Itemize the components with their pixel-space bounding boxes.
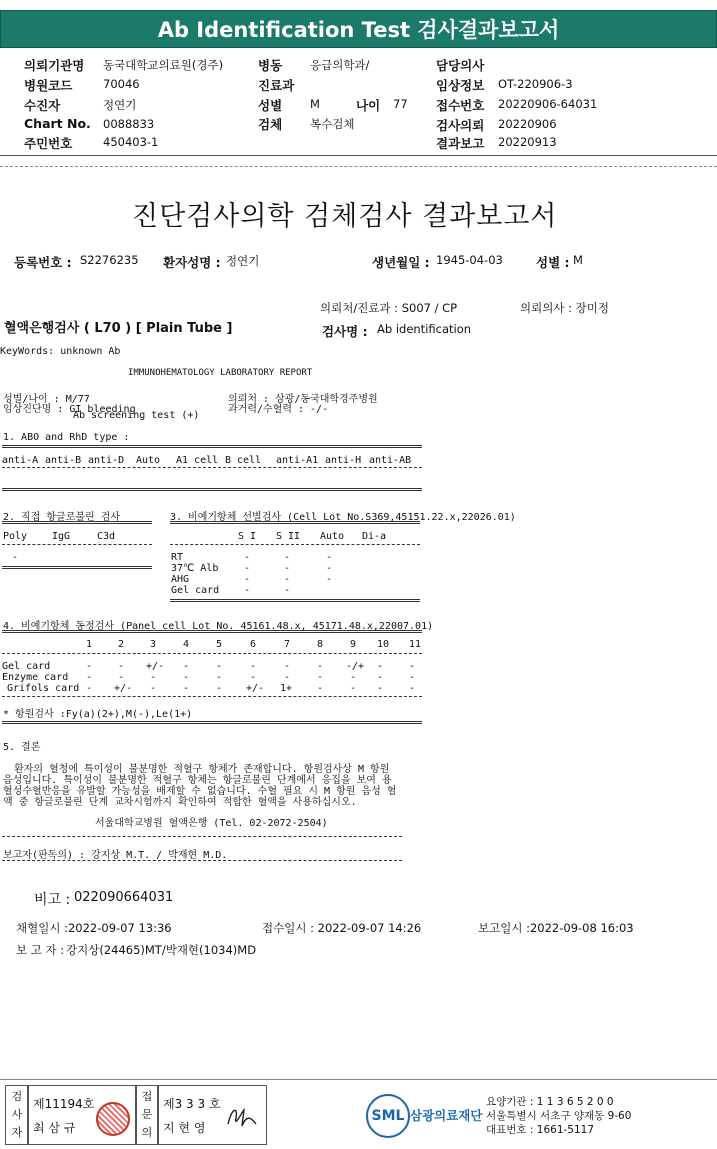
rule: [2, 630, 422, 633]
panel-cell: +/-: [246, 683, 265, 694]
rule: [170, 544, 420, 545]
abo-col: B cell: [225, 455, 262, 466]
test-group: 혈액은행검사 ( L70 ) [ Plain Tube ]: [4, 321, 233, 336]
panel-col: 3: [150, 639, 157, 650]
name-2: 지 현 영: [163, 1121, 206, 1135]
info-label: 의뢰기관명: [24, 58, 85, 73]
screen-cell: -: [284, 574, 291, 585]
screen-cell: -: [284, 563, 291, 574]
panel-cell: -: [350, 683, 357, 694]
name-label: 환자성명 :: [163, 255, 221, 270]
side-label-box: [135, 1085, 159, 1145]
rule: [2, 445, 422, 448]
info-value: 20220913: [498, 135, 557, 149]
patient-line: Ab screening test (+): [73, 410, 200, 421]
antigen: * 항원검사 :Fy(a)(2+),M(-),Le(1+): [3, 709, 193, 720]
panel-cell: +/-: [146, 661, 165, 672]
collect-time: 채혈일시 :2022-09-07 13:36: [16, 921, 172, 935]
panel-cell: -: [216, 672, 223, 683]
panel-cell: +/-: [114, 683, 133, 694]
panel-col: 7: [284, 639, 291, 650]
sml-logo: SML: [366, 1094, 410, 1138]
screen-cell: -: [326, 563, 333, 574]
sex-value: M: [573, 253, 583, 267]
panel-col: 6: [250, 639, 257, 650]
rule: [2, 521, 152, 524]
info-label: 성별: [258, 98, 283, 113]
side-label-box: [5, 1085, 29, 1145]
license-box: [157, 1085, 267, 1145]
org-address: 서울특별시 서초구 양재동 9-60: [486, 1110, 632, 1122]
license-box: [27, 1085, 137, 1145]
org-name: 삼광의료재단: [410, 1108, 483, 1123]
side-char: 의: [141, 1126, 153, 1139]
report-header: Ab Identification Test 검사결과보고서: [0, 10, 717, 48]
abo-col: Auto: [136, 455, 161, 466]
rule: [2, 696, 422, 697]
screen-cell: -: [326, 574, 333, 585]
dat-col: IgG: [52, 531, 71, 542]
conclusion-line: 음성입니다. 특이성이 불분명한 적혈구 항체는 항글로불린 단계에서 응집을 보여 용: [3, 775, 392, 786]
panel-cell: -: [86, 683, 93, 694]
panel-cell: -: [250, 672, 257, 683]
screen-cell: -: [244, 563, 251, 574]
rule: [2, 721, 422, 724]
patient-line: 임상진단명 : GI bleeding: [3, 404, 136, 415]
info-label: 담당의사: [436, 58, 485, 73]
screen-cell: -: [326, 552, 333, 563]
section-screen: 3. 비예기항체 선별검사 (Cell Lot No.S369,45151.22.x,22026.01): [170, 512, 516, 523]
screen-cell: -: [284, 585, 291, 596]
section-conclusion: 5. 결론: [3, 742, 41, 753]
panel-cell: -: [377, 683, 384, 694]
panel-cell: -: [216, 661, 223, 672]
panel-cell: -: [317, 672, 324, 683]
report-time: 보고일시 :2022-09-08 16:03: [478, 921, 634, 935]
rule: [2, 488, 422, 491]
abo-col: anti-A: [2, 455, 39, 466]
screen-col: Auto: [320, 531, 345, 542]
name-value: 정연기: [226, 254, 260, 268]
panel-col: 9: [350, 639, 357, 650]
panel-cell: -: [216, 683, 223, 694]
panel-cell: -: [317, 661, 324, 672]
side-char: 검: [11, 1090, 23, 1103]
conclusion-line: 혈성수혈반응을 유발할 가능성을 배제할 수 없습니다. 수혈 필요 시 M 항원 음성 혈: [3, 786, 397, 797]
blood-bank: 서울대학교병원 혈액은행 (Tel. 02-2072-2504): [95, 818, 328, 829]
screen-col: S II: [276, 531, 301, 542]
abo-col: A1 cell: [176, 455, 219, 466]
dat-value: -: [12, 552, 19, 563]
birth-label: 생년월일 :: [372, 255, 430, 270]
info-label: 진료과: [258, 78, 295, 93]
rule: [2, 544, 152, 545]
panel-col: 10: [377, 639, 390, 650]
panel-col: 2: [118, 639, 125, 650]
info-label: 주민번호: [24, 136, 73, 151]
name-1: 최 삼 규: [33, 1121, 76, 1135]
info-value: 0088833: [103, 117, 155, 131]
rule: [170, 521, 420, 524]
info-label: 임상정보: [436, 78, 485, 93]
info-label: 검체: [258, 117, 283, 132]
info-value: 복수검체: [310, 117, 355, 131]
panel-cell: -/+: [346, 661, 365, 672]
panel-cell: -: [377, 672, 384, 683]
keywords: KeyWords: unknown Ab: [0, 346, 121, 357]
rule: [2, 467, 422, 468]
info-label: 접수번호: [436, 98, 485, 113]
side-char: 접: [141, 1090, 153, 1103]
panel-cell: -: [150, 683, 157, 694]
reg-value: S2276235: [80, 253, 139, 267]
panel-cell: -: [350, 672, 357, 683]
info-label: 수진자: [24, 98, 61, 113]
rule: [2, 860, 402, 861]
panel-cell: -: [183, 683, 190, 694]
license-1: 제11194호: [33, 1097, 95, 1111]
abo-col: anti-AB: [369, 455, 412, 466]
section-dat: 2. 직접 항글로불린 검사: [3, 512, 121, 523]
info-value: 20220906-64031: [498, 97, 598, 111]
panel-row-label: Enzyme card: [2, 672, 69, 683]
panel-cell: -: [317, 683, 324, 694]
side-char: 문: [141, 1108, 153, 1121]
panel-cell: -: [284, 661, 291, 672]
info-label: Chart No.: [24, 116, 91, 131]
panel-col: 4: [183, 639, 190, 650]
panel-col: 1: [86, 639, 93, 650]
test-name: Ab identification: [377, 322, 472, 336]
signature-icon: [224, 1102, 260, 1132]
patient-line: 성별/나이 : M/77: [3, 394, 90, 405]
panel-cell: -: [150, 672, 157, 683]
screen-row-label: Gel card: [171, 585, 220, 596]
sex-label: 성별 :: [536, 255, 570, 270]
screen-row-label: 37℃ Alb: [171, 563, 219, 574]
rule: [2, 566, 152, 569]
panel-cell: -: [409, 661, 416, 672]
side-char: 사: [11, 1108, 23, 1121]
doctor: 의뢰의사 : 장미정: [520, 301, 609, 315]
panel-cell: -: [86, 661, 93, 672]
panel-cell: -: [250, 661, 257, 672]
reporter2-value: 강지상(24465)MT/박재현(1034)MD: [66, 943, 257, 957]
rule: [2, 836, 402, 837]
info-value: OT-220906-3: [498, 77, 573, 91]
dat-col: C3d: [97, 531, 116, 542]
info-label: 결과보고: [436, 136, 485, 151]
report-title: 진단검사의학 검체검사 결과보고서: [132, 201, 558, 232]
section-abo: 1. ABO and RhD type :: [3, 432, 130, 443]
side-char: 자: [11, 1126, 23, 1139]
info-label: 병원코드: [24, 78, 73, 93]
panel-col: 5: [216, 639, 223, 650]
info-value: 70046: [103, 77, 140, 91]
reg-label: 등록번호 :: [14, 255, 72, 270]
footer: [0, 1079, 717, 1149]
remark-label: 비고 :: [34, 892, 71, 908]
rule: [170, 599, 420, 602]
screen-row-label: AHG: [171, 574, 190, 585]
conclusion-line: 액 중 항글로불린 단계 교차시험까지 확인하여 적합한 혈액을 사용하십시오.: [3, 797, 357, 808]
screen-cell: -: [244, 585, 251, 596]
org-code: 요양기관 : 1 1 3 6 5 2 0 0: [486, 1096, 614, 1108]
section-panel: 4. 비예기항체 동정검사 (Panel cell Lot No. 45161.48.x, 45171.48.x,22007.01): [3, 621, 434, 632]
screen-cell: -: [244, 574, 251, 585]
birth-value: 1945-04-03: [436, 253, 503, 267]
info-value: 응급의학과/: [310, 58, 370, 72]
reporter2-label: 보 고 자 :: [16, 943, 65, 957]
panel-col: 11: [409, 639, 422, 650]
abo-col: anti-B: [45, 455, 82, 466]
panel-cell: -: [183, 672, 190, 683]
panel-row-label: Gel card: [2, 661, 51, 672]
conclusion-line: 환자의 혈청에 특이성이 불분명한 적혈구 항체가 존재합니다. 항원검사상 M 항원: [14, 764, 390, 775]
abo-col: anti-H: [325, 455, 362, 466]
panel-cell: -: [118, 661, 125, 672]
info-value: 동국대학교의료원(경주): [103, 58, 224, 72]
info-label: 병동: [258, 58, 283, 73]
info-value: 77: [393, 97, 408, 111]
panel-cell: -: [118, 672, 125, 683]
org-phone: 대표번호 : 1661-5117: [486, 1124, 595, 1136]
divider: [0, 166, 717, 167]
panel-col: 8: [317, 639, 324, 650]
screen-cell: -: [284, 552, 291, 563]
divider: [0, 155, 717, 156]
info-value: 20220906: [498, 117, 557, 131]
abo-col: anti-D: [88, 455, 125, 466]
reporter: 보고자(판독의) : 강지상 M.T. / 박재현 M.D.: [3, 850, 228, 861]
screen-cell: -: [244, 552, 251, 563]
panel-cell: -: [409, 672, 416, 683]
license-2: 제3 3 3 호: [163, 1097, 221, 1111]
info-value: 450403-1: [103, 135, 159, 149]
panel-cell: -: [409, 683, 416, 694]
rule: [2, 653, 422, 654]
info-label: 검사의뢰: [436, 118, 485, 133]
patient-line: 과거력/수혈력 : -/-: [228, 404, 329, 415]
info-value: M: [310, 97, 320, 111]
dat-col: Poly: [3, 531, 28, 542]
panel-cell: -: [377, 661, 384, 672]
test-name-label: 검사명 :: [322, 324, 368, 339]
screen-col: S I: [238, 531, 257, 542]
info-value: 정연기: [103, 98, 137, 112]
panel-cell: -: [86, 672, 93, 683]
dept: 의뢰처/진료과 : S007 / CP: [320, 301, 458, 315]
seal-icon: [96, 1102, 130, 1136]
receive-time: 접수일시 : 2022-09-07 14:26: [262, 921, 422, 935]
patient-line: 의뢰처 : 삼광/동국대학경주병원: [228, 394, 378, 405]
screen-row-label: RT: [171, 552, 184, 563]
screen-col: Di-a: [362, 531, 387, 542]
remark-value: 022090664031: [74, 890, 174, 905]
info-label: 나이: [356, 98, 381, 113]
panel-row-label: Grifols card: [7, 683, 80, 694]
panel-cell: -: [284, 672, 291, 683]
panel-cell: 1+: [280, 683, 293, 694]
abo-col: anti-A1: [276, 455, 319, 466]
lab-title: IMMUNOHEMATOLOGY LABORATORY REPORT: [128, 368, 313, 378]
panel-cell: -: [183, 661, 190, 672]
